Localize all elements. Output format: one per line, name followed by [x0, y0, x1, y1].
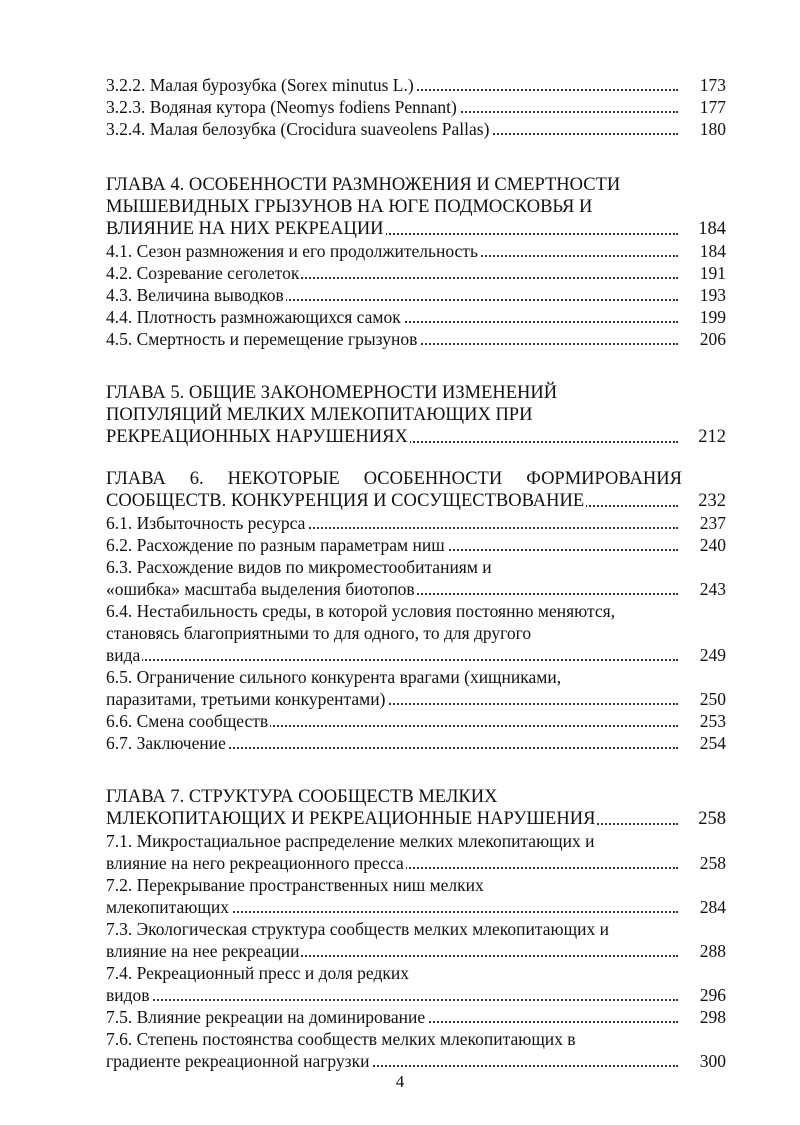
chapter-6-title-line-1: ГЛАВА 6. НЕКОТОРЫЕ ОСОБЕННОСТИ ФОРМИРОВАНИЯ	[106, 469, 682, 489]
toc-page-number: 284	[699, 897, 726, 917]
toc-entry	[106, 96, 726, 118]
toc-page-number: 173	[699, 75, 726, 95]
toc-entry	[106, 710, 726, 732]
toc-entry	[106, 578, 726, 600]
page-number: 4	[395, 1072, 405, 1091]
toc-entry-title: 6.7. Заключение	[106, 733, 226, 753]
leader-dots	[106, 659, 678, 661]
toc-entry-title: 3.2.2. Малая бурозубка (Sorex minutus L.)	[106, 75, 414, 95]
toc-entry	[106, 284, 726, 306]
toc-page-number: 237	[699, 513, 726, 533]
toc-entry	[106, 940, 726, 962]
toc-entry-title-line: 7.4. Рекреационный пресс и доля редких	[106, 963, 409, 983]
chapter-5-title-line-2: ПОПУЛЯЦИЙ МЕЛКИХ МЛЕКОПИТАЮЩИХ ПРИ	[106, 405, 533, 425]
toc-entry-title-line: 7.1. Микростациальное распределение мелких млекопитающих и	[106, 831, 595, 851]
toc-entry-title: 7.5. Влияние рекреации на доминирование	[106, 1007, 426, 1027]
toc-entry-title: 4.4. Плотность размножающихся самок	[106, 307, 401, 327]
leader-dots	[106, 999, 678, 1001]
toc-page-number: 298	[699, 1007, 726, 1027]
toc-entry-title: видов	[106, 985, 150, 1005]
chapter-4-title-entry	[106, 218, 726, 240]
toc-page-number: 243	[699, 579, 726, 599]
toc-entry-title-line: 7.6. Степень постоянства сообществ мелких млекопитающих в	[106, 1029, 576, 1049]
toc-entry-title-line: 6.3. Расхождение видов по микроместообитаниям и	[106, 557, 492, 577]
table-of-contents	[106, 74, 726, 1072]
chapter-4-title-line-2: МЫШЕВИДНЫХ ГРЫЗУНОВ НА ЮГЕ ПОДМОСКОВЬЯ И	[106, 197, 593, 217]
toc-page-number: 184	[699, 241, 726, 261]
toc-page-number: 249	[699, 645, 726, 665]
chapter-6-title-line-2: СООБЩЕСТВ. КОНКУРЕНЦИЯ И СОСУЩЕСТВОВАНИЕ	[106, 491, 585, 511]
toc-entry	[106, 74, 726, 96]
toc-page-number: 288	[699, 941, 726, 961]
chapter-5-title-line-3: РЕКРЕАЦИОННЫХ НАРУШЕНИЯХ	[106, 427, 408, 447]
toc-entry-title: 6.1. Избыточность ресурса	[106, 513, 306, 533]
chapter-7-title-entry	[106, 808, 726, 830]
toc-entry	[106, 240, 726, 262]
toc-entry	[106, 512, 726, 534]
toc-page-number: 199	[699, 307, 726, 327]
toc-entry-title-line: 6.5. Ограничение сильного конкурента врагами (хищниками,	[106, 667, 562, 687]
toc-entry-title: влияние на нее рекреации	[106, 941, 300, 961]
toc-entry	[106, 328, 726, 350]
toc-entry	[106, 534, 726, 556]
toc-entry-title: млекопитающих	[106, 897, 229, 917]
chapter-4-title-line-1: ГЛАВА 4. ОСОБЕННОСТИ РАЗМНОЖЕНИЯ И СМЕРТНОСТИ	[106, 175, 621, 195]
toc-entry	[106, 896, 726, 918]
toc-page-number: 254	[699, 733, 726, 753]
chapter-6-title-entry	[106, 490, 726, 512]
toc-entry-title: 4.3. Величина выводков	[106, 285, 284, 305]
toc-entry-title: 6.2. Расхождение по разным параметрам ниш	[106, 535, 445, 555]
spacer	[106, 140, 726, 174]
toc-page-number: 191	[699, 263, 726, 283]
toc-entry	[106, 984, 726, 1006]
toc-entry	[106, 852, 726, 874]
toc-entry	[106, 306, 726, 328]
toc-page-number: 258	[699, 853, 726, 873]
toc-entry-title: 4.5. Смертность и перемещение грызунов	[106, 329, 418, 349]
toc-entry	[106, 118, 726, 140]
toc-page-number: 300	[699, 1051, 726, 1071]
toc-entry	[106, 1006, 726, 1028]
chapter-5-title-line-1: ГЛАВА 5. ОБЩИЕ ЗАКОНОМЕРНОСТИ ИЗМЕНЕНИЙ	[106, 383, 558, 403]
toc-entry-title: 6.6. Смена сообществ	[106, 711, 269, 731]
toc-page-number: 250	[699, 689, 726, 709]
spacer	[106, 350, 726, 382]
toc-page-number: 212	[698, 427, 726, 447]
chapter-4-title-line-3: ВЛИЯНИЕ НА НИХ РЕКРЕАЦИИ	[106, 219, 384, 239]
toc-entry-title: паразитами, третьими конкурентами)	[106, 689, 386, 709]
toc-page-number: 177	[699, 97, 726, 117]
toc-entry-title: влияние на него рекреационного пресса	[106, 853, 404, 873]
toc-page-number: 193	[699, 285, 726, 305]
toc-entry-title-line: 7.2. Перекрывание пространственных ниш мелких	[106, 875, 484, 895]
toc-entry	[106, 1050, 726, 1072]
toc-page-number: 232	[698, 491, 726, 511]
chapter-5-title-entry	[106, 426, 726, 448]
toc-page-number: 296	[699, 985, 726, 1005]
toc-entry	[106, 688, 726, 710]
chapter-7-title-line-2: МЛЕКОПИТАЮЩИХ И РЕКРЕАЦИОННЫЕ НАРУШЕНИЯ	[106, 809, 596, 829]
toc-entry-title: 3.2.4. Малая белозубка (Crocidura suaveolens Pallas)	[106, 119, 490, 139]
toc-page-number: 184	[698, 219, 726, 239]
toc-entry	[106, 644, 726, 666]
toc-page-number: 206	[699, 329, 726, 349]
toc-entry-title: вида	[106, 645, 141, 665]
chapter-7-title-line-1: ГЛАВА 7. СТРУКТУРА СООБЩЕСТВ МЕЛКИХ	[106, 787, 498, 807]
toc-entry	[106, 732, 726, 754]
toc-entry-title: 3.2.3. Водяная кутора (Neomys fodiens Pennant)	[106, 97, 457, 117]
toc-entry-title: 4.1. Сезон размножения и его продолжительность	[106, 241, 478, 261]
toc-entry	[106, 262, 726, 284]
spacer	[106, 754, 726, 786]
toc-entry-title-line: 6.4. Нестабильность среды, в которой условия постоянно меняются,	[106, 601, 616, 621]
toc-page-number: 258	[698, 809, 726, 829]
toc-entry-title-line: становясь благоприятными то для одного, то для другого	[106, 623, 532, 643]
toc-page-number: 253	[699, 711, 726, 731]
toc-entry-title: «ошибка» масштаба выделения биотопов	[106, 579, 415, 599]
spacer	[106, 448, 726, 468]
toc-entry-title-line: 7.3. Экологическая структура сообществ мелких млекопитающих и	[106, 919, 609, 939]
toc-page-number: 180	[699, 119, 726, 139]
toc-entry-title: 4.2. Созревание сеголеток	[106, 263, 300, 283]
toc-entry-title: градиенте рекреационной нагрузки	[106, 1051, 370, 1071]
toc-page-number: 240	[699, 535, 726, 555]
